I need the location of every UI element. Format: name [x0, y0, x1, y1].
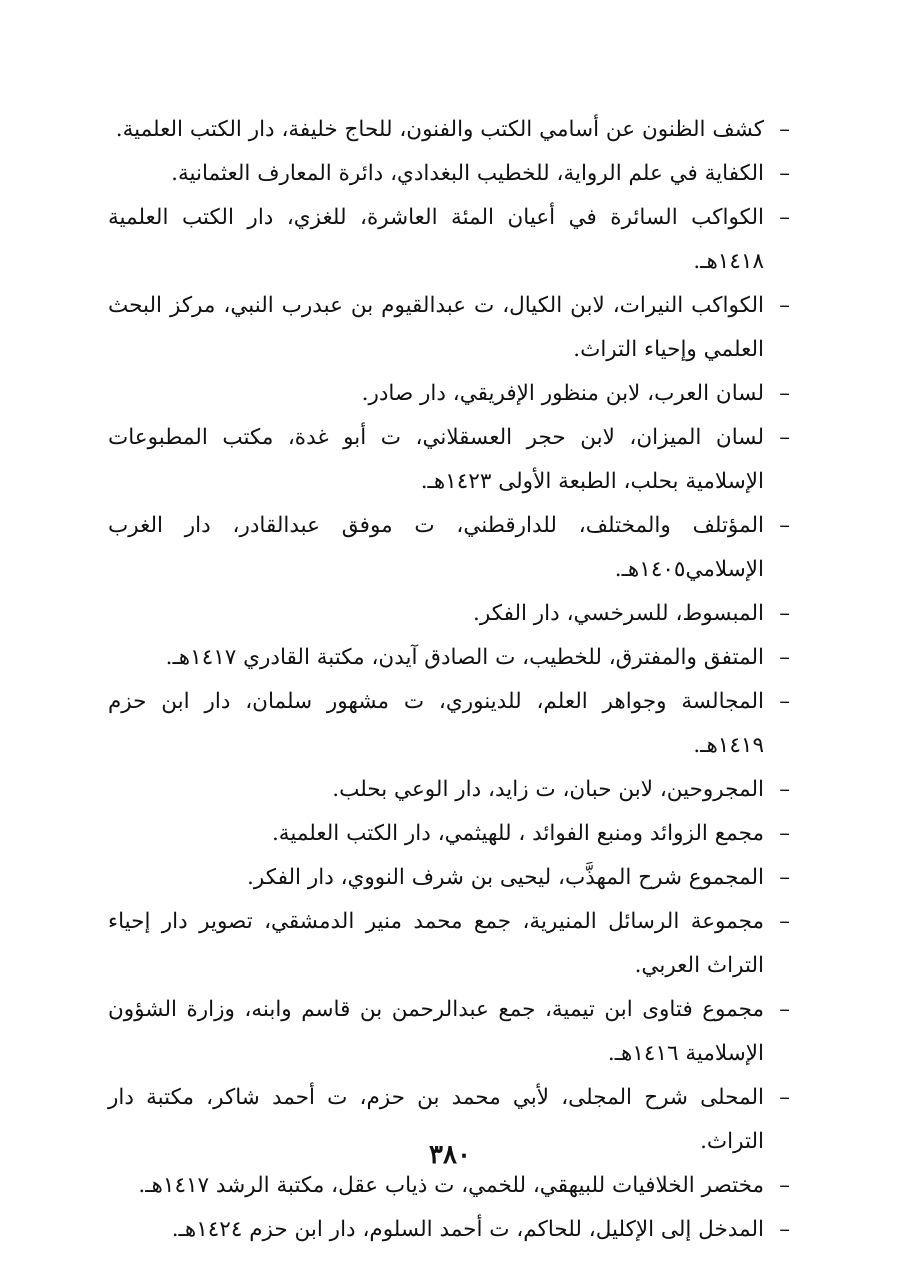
- bullet-dash: –: [779, 821, 790, 846]
- bullet-dash: –: [779, 689, 790, 714]
- bibliography-entry: [108, 196, 790, 284]
- bibliography-entry: [108, 636, 790, 680]
- entry-text: لسان العرب، لابن منظور الإفريقي، دار صادر.: [361, 381, 764, 406]
- bullet-dash: –: [779, 161, 790, 186]
- bullet-dash: –: [779, 425, 790, 450]
- bibliography-entry: [108, 812, 790, 856]
- entry-text: المؤتلف والمختلف، للدارقطني، ت موفق عبدالقادر، دار الغرب الإسلامي١٤٠٥هـ.: [108, 513, 764, 582]
- bullet-dash: –: [779, 1085, 790, 1110]
- entry-text: المبسوط، للسرخسي، دار الفكر.: [473, 601, 764, 626]
- bibliography-entry: [108, 900, 790, 988]
- bullet-dash: –: [779, 777, 790, 802]
- bullet-dash: –: [779, 1217, 790, 1242]
- bullet-dash: –: [779, 601, 790, 626]
- bullet-dash: –: [779, 381, 790, 406]
- bullet-dash: –: [779, 513, 790, 538]
- entry-text: المجالسة وجواهر العلم، للدينوري، ت مشهور سلمان، دار ابن حزم ١٤١٩هـ.: [108, 689, 764, 758]
- bibliography-entry: [108, 284, 790, 372]
- bibliography-entry: [108, 768, 790, 812]
- bibliography-entry: [108, 1164, 790, 1208]
- bibliography-entry: [108, 416, 790, 504]
- entry-text: المدخل إلى الإكليل، للحاكم، ت أحمد السلوم، دار ابن حزم ١٤٢٤هـ.: [171, 1217, 764, 1242]
- entry-text: لسان الميزان، لابن حجر العسقلاني، ت أبو غدة، مكتب المطبوعات الإسلامية بحلب، الطبعة الأولى ١٤٢٣هـ.: [108, 425, 764, 494]
- bibliography-entry: [108, 856, 790, 900]
- bullet-dash: –: [779, 865, 790, 890]
- bullet-dash: –: [779, 293, 790, 318]
- bibliography-entry: [108, 988, 790, 1076]
- entry-text: المجروحين، لابن حبان، ت زايد، دار الوعي بحلب.: [332, 777, 764, 802]
- entry-text: مجموعة الرسائل المنيرية، جمع محمد منير الدمشقي، تصوير دار إحياء التراث العربي.: [108, 909, 764, 978]
- entry-text: الكواكب السائرة في أعيان المئة العاشرة، للغزي، دار الكتب العلمية ١٤١٨هـ.: [108, 205, 764, 274]
- bullet-dash: –: [779, 117, 790, 142]
- bibliography-entry: [108, 504, 790, 592]
- bibliography-entry: [108, 1208, 790, 1252]
- bibliography-entry: [108, 680, 790, 768]
- entry-text: كشف الظنون عن أسامي الكتب والفنون، للحاج خليفة، دار الكتب العلمية.: [115, 117, 764, 142]
- entry-text: المجموع شرح المهذَّب، ليحيى بن شرف النووي، دار الفكر.: [247, 865, 764, 890]
- entry-text: مجمع الزوائد ومنبع الفوائد ، للهيثمي، دار الكتب العلمية.: [271, 821, 764, 846]
- bullet-dash: –: [779, 645, 790, 670]
- bullet-dash: –: [779, 1173, 790, 1198]
- entry-text: المتفق والمفترق، للخطيب، ت الصادق آيدن، مكتبة القادري ١٤١٧هـ.: [165, 645, 764, 670]
- page-number: ٣٨٠: [429, 1140, 471, 1170]
- bibliography-entry: [108, 152, 790, 196]
- entry-text: الكواكب النيرات، لابن الكيال، ت عبدالقيوم بن عبدرب النبي، مركز البحث العلمي وإحياء التراث.: [108, 293, 764, 362]
- bibliography-list: [108, 108, 790, 1252]
- entry-text: مختصر الخلافيات للبيهقي، للخمي، ت ذياب عقل، مكتبة الرشد ١٤١٧هـ.: [138, 1173, 764, 1198]
- bibliography-entry: [108, 592, 790, 636]
- bibliography-entry: [108, 108, 790, 152]
- bullet-dash: –: [779, 997, 790, 1022]
- entry-text: الكفاية في علم الرواية، للخطيب البغدادي، دائرة المعارف العثمانية.: [171, 161, 764, 186]
- entry-text: مجموع فتاوى ابن تيمية، جمع عبدالرحمن بن قاسم وابنه، وزارة الشؤون الإسلامية ١٤١٦هـ.: [108, 997, 764, 1066]
- bullet-dash: –: [779, 205, 790, 230]
- bullet-dash: –: [779, 909, 790, 934]
- bibliography-entry: [108, 372, 790, 416]
- entry-text: المحلى شرح المجلى، لأبي محمد بن حزم، ت أحمد شاكر، مكتبة دار التراث.: [108, 1085, 764, 1154]
